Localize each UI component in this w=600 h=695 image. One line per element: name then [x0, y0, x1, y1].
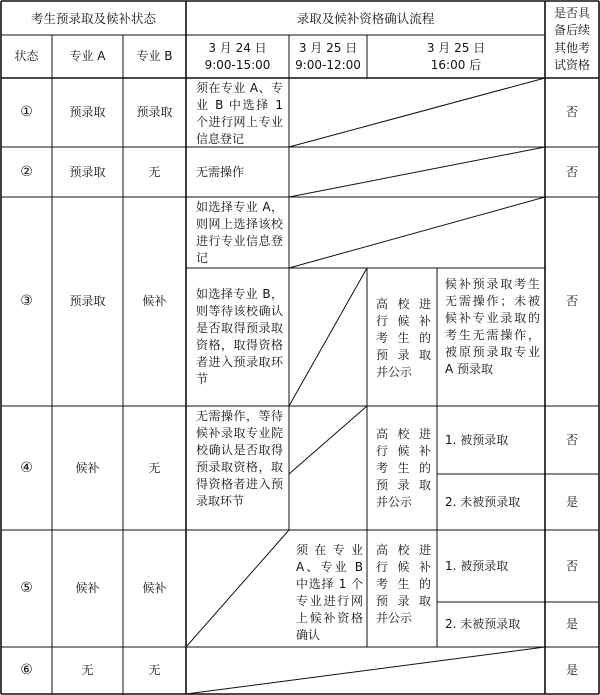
- header-major-b: 专业 B: [136, 49, 173, 63]
- header-major-a: 专业 A: [69, 49, 106, 63]
- row1-mar24-action: 须在专业 A、专业 B 中选择 1 个进行网上专业信息登记: [196, 81, 283, 146]
- row5-outcome-admitted: 1. 被预录取: [445, 558, 509, 573]
- row1-eligibility: 否: [565, 105, 578, 119]
- row4-status: ④: [20, 459, 33, 476]
- row6-major-b: 无: [148, 663, 161, 677]
- row5-mar25-action: 须在专业A、专业 B 中选择 1 个专业进行网上候补资格确认: [296, 543, 363, 642]
- row4-outcome-not-admitted: 2. 未被预录取: [445, 494, 521, 509]
- row3-note: 候补预录取考生无需操作；未被候补专业录取的考生无需操作，被原预录取专业 A 预录取: [445, 277, 540, 376]
- row5-eligibility-not-admitted: 是: [565, 617, 578, 631]
- row5-eligibility-admitted: 否: [565, 558, 578, 573]
- row5-major-a: 候补: [75, 581, 100, 595]
- row3-major-b: 候补: [142, 294, 167, 308]
- row2-eligibility: 否: [565, 164, 578, 179]
- row2-status: ②: [20, 163, 33, 180]
- header-mar24: 3 月 24 日 9:00-15:00: [204, 40, 271, 72]
- row1-major-a: 预录取: [69, 105, 106, 119]
- row5-status: ⑤: [20, 580, 33, 596]
- header-mar25-am: 3 月 25 日 9:00-12:00: [295, 40, 361, 72]
- header-mar25-pm: 3 月 25 日 16:00 后: [426, 40, 486, 72]
- row4-eligibility-not-admitted: 是: [565, 494, 578, 509]
- row4-major-a: 候补: [75, 460, 100, 475]
- row5-outcome-not-admitted: 2. 未被预录取: [445, 617, 521, 631]
- row3-status: ③: [20, 293, 33, 309]
- row6-status: ⑥: [20, 662, 33, 678]
- row5-school-process: 高 校 进行 候 补考 生 的预 录 取并公示: [376, 543, 431, 625]
- row4-major-b: 无: [148, 460, 161, 475]
- row4-outcome-admitted: 1. 被预录取: [445, 432, 509, 447]
- row6-major-a: 无: [81, 663, 94, 677]
- row4-school-process: 高 校 进行 候 补考 生 的预 录 取并公示: [376, 427, 431, 509]
- row3-school-process: 高 校 进行 候 补考 生 的预 录 取并公示: [376, 297, 431, 379]
- row6-eligibility: 是: [565, 663, 578, 677]
- row4-eligibility-admitted: 否: [565, 432, 578, 447]
- row2-major-b: 无: [148, 164, 161, 179]
- row4-mar24-action: 无需操作，等待候补录取专业院校确认是否取得预录取资格，取得资格者进入预录取环节: [196, 409, 283, 508]
- row5-major-b: 候补: [142, 581, 167, 595]
- row3-eligibility: 否: [565, 294, 578, 308]
- row3-mar24-option-a: 如选择专业 A，则网上选择该校进行专业信息登记: [196, 200, 283, 265]
- row1-status: ①: [20, 104, 33, 120]
- header-status-group: 考生预录取及候补状态: [30, 10, 156, 26]
- header-eligibility: 是否具备后续其他考试资格: [553, 5, 590, 72]
- row3-major-a: 预录取: [69, 294, 106, 308]
- row1-major-b: 预录取: [136, 105, 173, 119]
- header-status: 状态: [14, 49, 39, 63]
- header-process-group: 录取及候补资格确认流程: [296, 10, 435, 26]
- row3-mar24-option-b: 如选择专业 B，则等待该校确认是否取得预录取资格，取得资格者进入预录取环节: [196, 287, 283, 386]
- row2-mar24-action: 无需操作: [196, 164, 245, 179]
- row2-major-a: 预录取: [69, 164, 106, 179]
